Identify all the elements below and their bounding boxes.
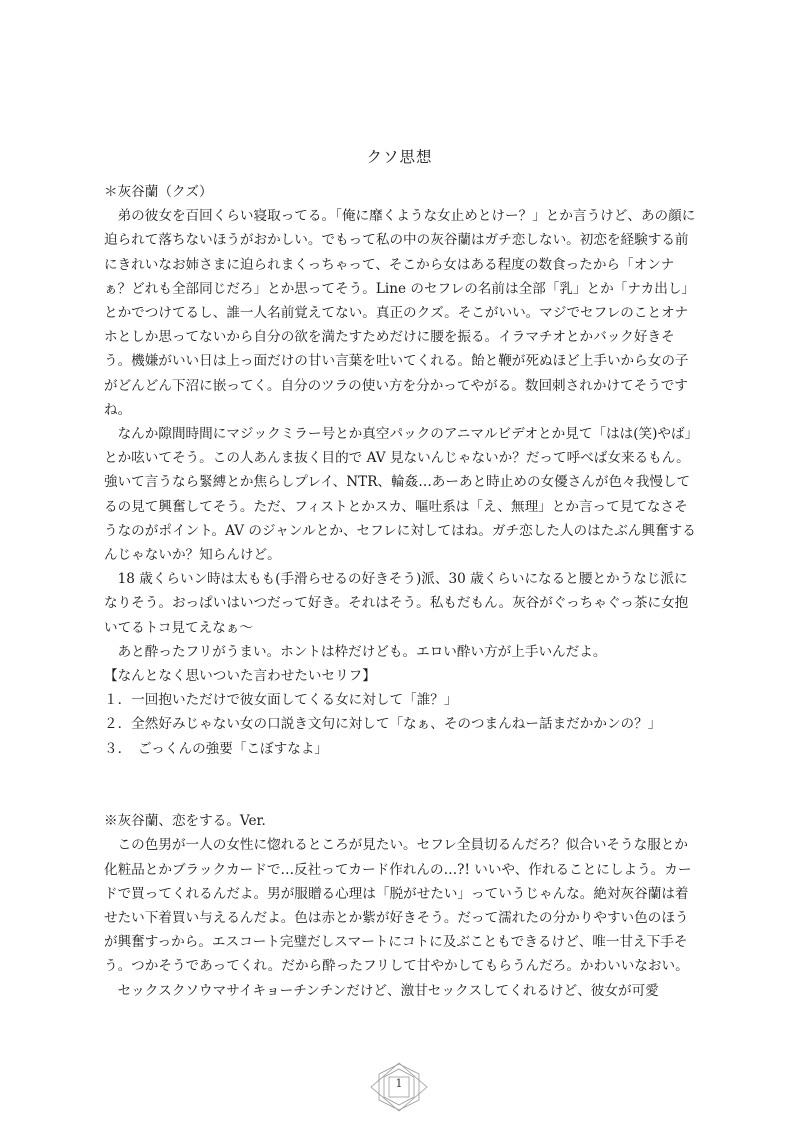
paragraph: 18 歳くらいン時は太もも(手滑らせるの好きそう)派、30 歳くらいになると腰とかうなじ派になりそう。おっぱいはいつだって好き。それはそう。私もだもん。灰谷がぐっちゃぐっ茶に女抱いてるトコ見てえなぁ～ — [104, 571, 689, 636]
list-item: ２．全然好みじゃない女の口説き文句に対して「なぁ、そのつまんねー話まだかかンの？」 — [104, 716, 662, 733]
list-item: ３． ごっくんの強要「こぼすなよ」 — [104, 740, 329, 757]
blank-line — [104, 761, 696, 785]
blank-line — [104, 785, 696, 809]
paragraph: なんか隙間時間にマジックミラー号とか真空パックのアニマルビデオとか見て「はは(笑)やば」とか呟いてそう。この人あんま抜く目的で AV 見ないんじゃないか？だって呼べば女来るもん。強いて言うなら緊縛とか焦らしプレイ、NTR、輪姦…あーあと時止めの女優さんが色々我慢してるの見て興奮してそう。ただ、フィストとかスカ、嘔吐系は「え、無理」とか言って見てなさそうなのがポイント。AV のジャンルとか、セフレに対してはね。ガチ恋した人のはたぶん興奮するんじゃないか？知らんけど。 — [104, 426, 696, 564]
section-heading: ※灰谷蘭、恋をする。Ver. — [104, 813, 266, 830]
paragraph: この色男が一人の女性に惚れるところが見たい。セフレ全員切るんだろ？似合いそうな服とか化粧品とかブラックカードで…反社ってカード作れんの…?! いいや、作れることにしよう。カードで買ってくれるんだよ。男が服贈る心理は「脱がせたい」っていうじゃんな。絶対灰谷蘭は着せたい下着買い与えるんだよ。色は赤とか紫が好きそう。だって濡れたの分かりやすい色のほうが興奮すっから。エスコート完璧だしスマートにコトに及ぶこともできるけど、唯一甘え下手そう。つかそうであってくれ。だから酔ったフリして甘やかしてもらうんだろ。かわいいなおい。 — [104, 837, 692, 975]
list-heading: 【なんとなく思いついた言わせたいセリフ】 — [104, 668, 376, 685]
paragraph: セックスクソウマサイキョーチンチンだけど、激甘セックスしてくれるけど、彼女が可愛 — [104, 982, 659, 999]
page-number-ornament — [369, 1062, 429, 1112]
section-heading: ＊灰谷蘭（クズ） — [104, 184, 213, 200]
page-title: クソ思想 — [366, 148, 433, 166]
paragraph: 弟の彼女を百回くらい寝取ってる。「俺に靡くような女止めとけー？」とか言うけど、あの顔に迫られて落ちないほうがおかしい。でもって私の中の灰谷蘭はガチ恋しない。初恋を経験する前にきれいなお姉さまに迫られまくっちゃって、そこから女はある程度の数食ったから「オンナぁ？どれも全部同じだろ」とか思ってそう。Line のセフレの名前は全部「乳」とか「ナカ出し」とかでつけてるし、誰一人名前覚えてない。真正のクズ。そこがいい。マジでセフレのことオナホとしか思ってないから自分の欲を満たすためだけに腰を振る。イラマチオとかバック好きそう。機嫌がいい日は上っ面だけの甘い言葉を吐いてくれる。飴と鞭が死ぬほど上手いから女の子がどんどん下沼に嵌ってく。自分のツラの使い方を分かってやがる。数回刺されかけてそうですね。 — [104, 208, 696, 418]
paragraph: あと酔ったフリがうまい。ホントは枠だけども。エロい酔い方が上手いんだよ。 — [104, 643, 607, 660]
body-text — [104, 180, 696, 1003]
list-item: １．一回抱いただけで彼女面してくる女に対して「誰？」 — [104, 692, 458, 709]
page-number: 1 — [395, 1077, 403, 1090]
